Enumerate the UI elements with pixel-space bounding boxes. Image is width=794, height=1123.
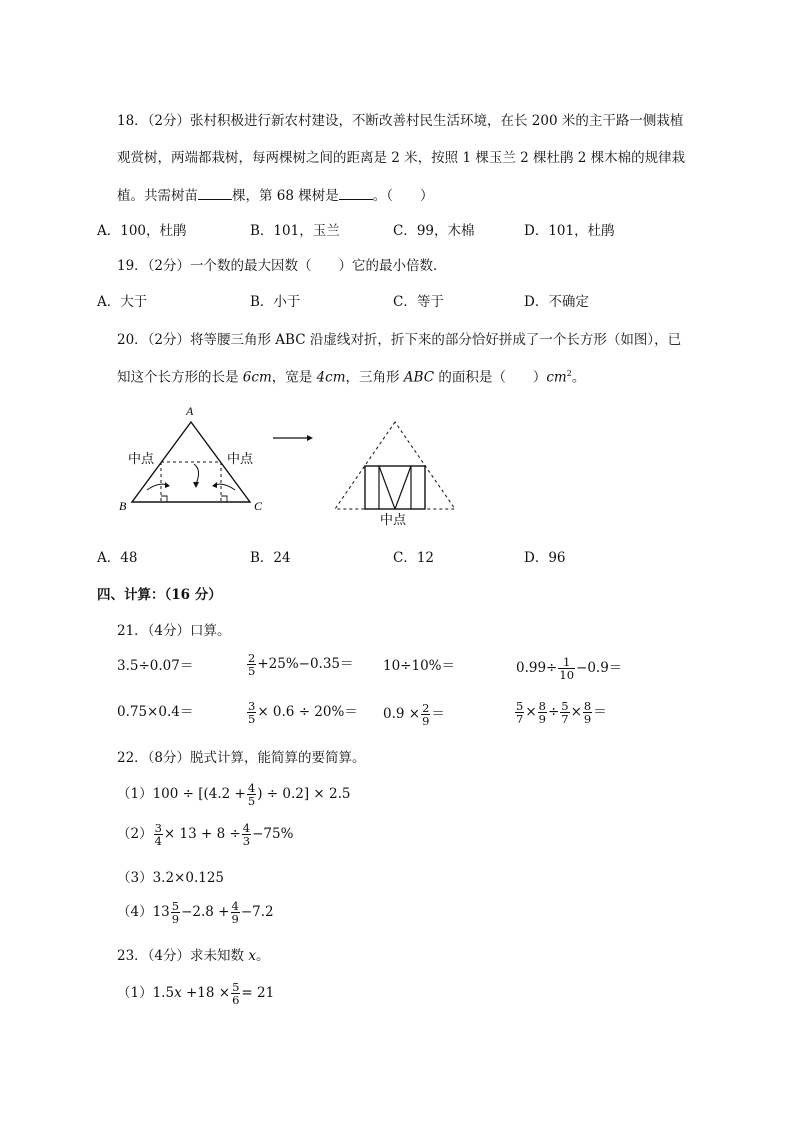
rectangle-diagonal — [379, 466, 395, 509]
q21-expr-3: 10÷10%＝ — [383, 658, 455, 674]
q23-title: 23．（4分）求未知数 x。 — [117, 948, 270, 964]
q20-option-a[interactable]: A．48 — [97, 550, 138, 566]
vertex-label-c: C — [254, 499, 263, 513]
q19-option-c[interactable]: C．等于 — [393, 294, 444, 310]
q19-option-b[interactable]: B．小于 — [250, 294, 301, 310]
vertex-label-b: B — [119, 499, 127, 513]
arrowhead-icon — [307, 435, 313, 441]
q18-line1: 18．（2分）张村积极进行新农村建设，不断改善村民生活环境，在长 200 米的主干路一侧栽植 — [117, 113, 684, 129]
q22-part-4: （4）13 $\frac{5}{9}$ −2.8 + $\frac{4}{9}$ −7.2 — [117, 899, 274, 927]
q18-line3: 植。共需树苗 棵，第 68 棵树是 。（ ） — [117, 188, 434, 204]
right-angle-mark — [221, 496, 227, 502]
arrowhead-icon — [193, 482, 199, 488]
q23-part-1: （1）1.5x +18 × $\frac{5}{6}$ = 21 — [117, 980, 275, 1008]
answer-blank[interactable] — [339, 187, 373, 200]
answer-blank[interactable] — [198, 187, 232, 200]
q19-option-d[interactable]: D．不确定 — [524, 294, 589, 310]
q20-option-b[interactable]: B．24 — [250, 550, 291, 566]
q19-text: 19．（2分）一个数的最大因数（ ）它的最小倍数． — [117, 258, 447, 274]
q20-figure — [110, 400, 470, 530]
q21-expr-8: $\frac{5}{7}$ × $\frac{8}{9}$ ÷ $\frac{5}{7}$ × $\frac{8}{9}$ ＝ — [516, 699, 607, 727]
q22-title: 22．（8分）脱式计算，能简算的要简算。 — [117, 750, 366, 766]
q22-part-2: （2） $\frac{3}{4}$ × 13 + 8 ÷ $\frac{4}{3}$ −75% — [117, 821, 294, 849]
q19-option-a[interactable]: A．大于 — [97, 294, 148, 310]
q20-line2: 知这个长方形的长是 6cm，宽是 4cm，三角形 ABC 的面积是（ ）$cm^2$。 — [117, 369, 586, 386]
rectangle-diagonal — [395, 466, 411, 509]
midpoint-label-bottom: 中点 — [380, 513, 407, 528]
q18-option-d[interactable]: D．101，杜鹃 — [524, 223, 615, 239]
q18-option-c[interactable]: C．99，木棉 — [393, 223, 475, 239]
q21-expr-4: 0.99÷ $\frac{1}{10}$ −0.9＝ — [516, 655, 623, 683]
rectangle — [365, 466, 425, 509]
midpoint-label-right: 中点 — [227, 452, 254, 467]
q18-line2: 观赏树，两端都栽树，每两棵树之间的距离是 2 米，按照 1 棵玉兰 2 棵杜鹃 2 棵木棉的规律栽 — [117, 150, 686, 166]
q20-option-d[interactable]: D．96 — [524, 550, 566, 566]
q21-expr-2: $\frac{2}{5}$ +25%−0.35＝ — [248, 651, 354, 679]
right-angle-mark — [161, 496, 167, 502]
q18-option-b[interactable]: B．101，玉兰 — [250, 223, 340, 239]
q21-expr-6: $\frac{3}{5}$ × 0.6 ÷ 20%＝ — [248, 699, 358, 727]
fold-arrow-icon — [147, 484, 168, 490]
q21-expr-1: 3.5÷0.07＝ — [117, 658, 194, 674]
q18-option-a[interactable]: A．100，杜鹃 — [97, 223, 187, 239]
q20-line1: 20．（2分）将等腰三角形 ABC 沿虚线对折，折下来的部分恰好拼成了一个长方形（如图），已 — [117, 332, 682, 348]
arrowhead-icon — [165, 482, 170, 488]
q20-option-c[interactable]: C．12 — [393, 550, 435, 566]
arrowhead-icon — [212, 482, 217, 488]
vertex-label-a: A — [186, 404, 194, 418]
q21-expr-7: 0.9 × $\frac{2}{9}$ ＝ — [383, 701, 445, 729]
q21-expr-5: 0.75×0.4＝ — [117, 704, 194, 720]
midpoint-label-left: 中点 — [128, 452, 155, 467]
fold-arrow-icon — [214, 484, 235, 490]
q22-part-3: （3）3.2×0.125 — [117, 870, 225, 886]
q21-title: 21．（4分）口算。 — [117, 623, 231, 639]
section-title: 四、计算：（16 分） — [97, 587, 222, 603]
fold-arrow-icon — [194, 464, 199, 484]
q22-part-1: （1）100 ÷ [(4.2 + $\frac{4}{5}$ ) ÷ 0.2] × 2.5 — [117, 781, 351, 809]
